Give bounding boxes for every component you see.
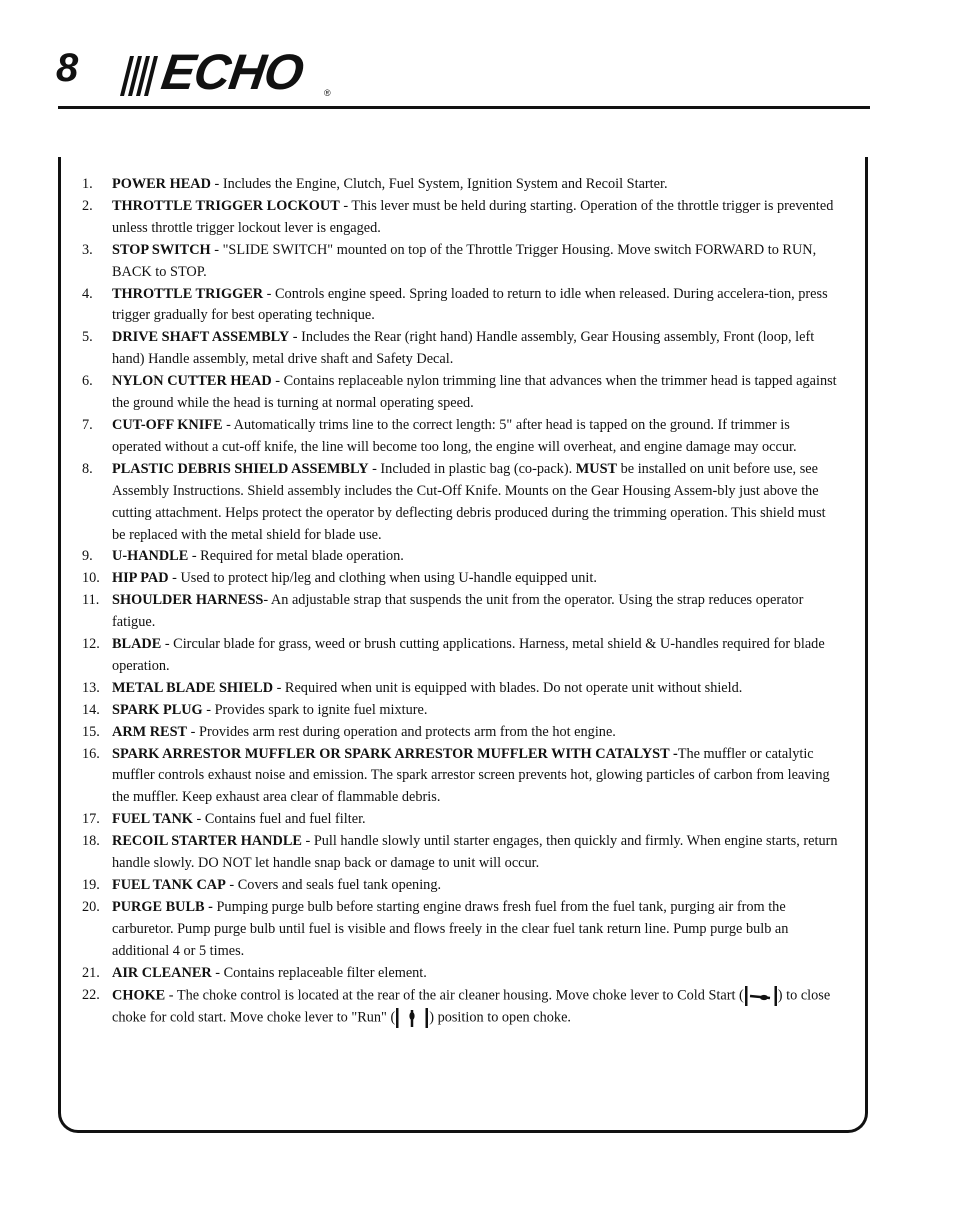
parts-list <box>82 174 842 1029</box>
list-item <box>82 963 842 985</box>
item-title: THROTTLE TRIGGER <box>112 285 264 302</box>
list-item <box>82 546 842 568</box>
item-title: FUEL TANK <box>112 811 193 828</box>
item-text: The muffler or catalytic muffler controls exhaust noise and emission. The spark arrestor screen prevents hot, glowing particles of carbon from leaving the muffler. Keep exhaust area clear of flammable debris. <box>112 745 830 806</box>
item-number: 19. <box>82 877 100 893</box>
item-text: - Provides arm rest during operation and protects arm from the hot engine. <box>187 723 616 740</box>
item-number: 10. <box>82 570 100 587</box>
choke-cold-start-icon <box>744 985 778 1007</box>
list-item <box>82 415 842 459</box>
list-item <box>82 897 842 963</box>
list-item <box>82 240 842 284</box>
item-title: DRIVE SHAFT ASSEMBLY <box>112 329 290 346</box>
item-text: ) position to open choke. <box>429 1009 571 1025</box>
item-number: 5. <box>82 329 93 346</box>
list-item <box>82 744 842 810</box>
item-title: U-HANDLE <box>112 548 189 565</box>
list-item <box>82 196 842 240</box>
list-item <box>82 174 842 196</box>
item-number: 3. <box>82 241 93 258</box>
item-text: - Required when unit is equipped with blades. Do not operate unit without shield. <box>273 679 743 696</box>
item-number: 11. <box>82 592 100 609</box>
item-number: 18. <box>82 833 100 850</box>
item-number: 21. <box>82 964 100 981</box>
item-number: 17. <box>82 811 100 828</box>
item-text: - Automatically trims line to the correct length: 5" after head is tapped on the ground. If trimmer is operated without a cut-off knife, the line will become too long, the engine will overheat, and engine damage may occur. <box>112 416 797 455</box>
item-title: NYLON CUTTER HEAD <box>112 373 272 390</box>
item-number: 2. <box>82 197 93 214</box>
item-number: 22. <box>82 986 100 1003</box>
item-number: 8. <box>82 460 93 477</box>
item-text: - Required for metal blade operation. <box>188 548 404 565</box>
item-title: SPARK ARRESTOR MUFFLER OR SPARK ARRESTOR MUFFLER WITH CATALYST - <box>112 745 678 762</box>
item-title: BLADE <box>112 636 162 653</box>
item-number: 12. <box>82 636 100 653</box>
item-number: 13. <box>82 679 100 696</box>
item-title: CUT-OFF KNIFE <box>112 416 223 433</box>
item-text: - Includes the Rear (right hand) Handle assembly, Gear Housing assembly, Front (loop, left hand) Handle assembly, metal drive shaft and Safety Decal. <box>112 329 815 368</box>
list-item <box>82 722 842 744</box>
list-item <box>82 809 842 831</box>
item-title: PLASTIC DEBRIS SHIELD ASSEMBLY <box>112 460 369 477</box>
item-title: METAL BLADE SHIELD <box>112 679 274 696</box>
item-title: AIR CLEANER <box>112 964 212 981</box>
list-item-choke <box>82 985 842 1029</box>
item-text: - Contains replaceable nylon trimming line that advances when the trimmer head is tapped against the ground while the head is turning at normal operating speed. <box>112 373 837 412</box>
item-text: - Included in plastic bag (co-pack). <box>368 460 576 477</box>
item-text: - This lever must be held during starting. Operation of the throttle trigger is prevented unless throttle trigger lockout lever is engaged. <box>112 197 834 236</box>
item-number: 15. <box>82 723 100 740</box>
item-text: - Includes the Engine, Clutch, Fuel System, Ignition System and Recoil Starter. <box>210 176 668 192</box>
item-title: STOP SWITCH <box>112 241 211 258</box>
item-text: be installed on unit before use, see Assembly Instructions. Shield assembly includes the Cut-Off Knife. Mounts on the Gear Housing Assem-bly just above the cutting attachment. Helps protect the operator by deflecting debris produced during the trimming operation. This shield must be replaced with the metal shield for blade use. <box>112 460 826 543</box>
item-number: 7. <box>82 416 93 433</box>
item-number: 4. <box>82 285 93 302</box>
list-item <box>82 568 842 590</box>
item-title: POWER HEAD <box>112 176 211 192</box>
list-item <box>82 700 842 722</box>
item-number: 20. <box>82 898 100 915</box>
item-number: 16. <box>82 745 100 762</box>
item-text: Pumping purge bulb before starting engine draws fresh fuel from the fuel tank, purging air from the carburetor. Pump purge bulb until fuel is visible and flows freely in the clear fuel tank return line. Pump purge bulb an additional 4 or 5 times. <box>112 898 789 959</box>
item-text: - "SLIDE SWITCH" mounted on top of the Throttle Trigger Housing. Move switch FORWARD to RUN, BACK to STOP. <box>112 241 817 280</box>
item-title: PURGE BULB - <box>112 898 213 915</box>
item-text: - Circular blade for grass, weed or brush cutting applications. Harness, metal shield & U-handles required for blade operation. <box>112 636 825 674</box>
page-number: 8 <box>56 46 79 90</box>
item-number: 14. <box>82 701 100 718</box>
list-item <box>82 327 842 371</box>
logo-wordmark: ECHO <box>158 44 307 100</box>
list-item <box>82 678 842 700</box>
item-text: - Covers and seals fuel tank opening. <box>225 877 442 893</box>
list-item <box>82 875 842 897</box>
item-title: THROTTLE TRIGGER LOCKOUT <box>112 197 340 214</box>
item-text: - The choke control is located at the rear of the air cleaner housing. Move choke lever to Cold Start ( <box>165 986 744 1003</box>
item-title: CHOKE <box>112 986 166 1003</box>
item-text: - Contains replaceable filter element. <box>211 964 427 981</box>
item-title: RECOIL STARTER HANDLE <box>112 833 302 850</box>
header-rule <box>58 106 870 109</box>
item-title: FUEL TANK CAP <box>112 877 226 893</box>
list-item <box>82 634 842 678</box>
item-text: - Pull handle slowly until starter engages, then quickly and firmly. When engine starts, return handle slowly. DO NOT let handle snap back or damage to unit will occur. <box>112 833 838 872</box>
item-title: ARM REST <box>112 723 188 740</box>
item-number: 6. <box>82 373 93 390</box>
item-text: - Contains fuel and fuel filter. <box>192 811 366 828</box>
item-title: HIP PAD <box>112 570 169 587</box>
item-number: 1. <box>82 176 93 192</box>
list-item <box>82 459 842 547</box>
item-title: SHOULDER HARNESS <box>112 592 264 609</box>
list-item <box>82 284 842 328</box>
list-item <box>82 371 842 415</box>
registered-mark: ® <box>324 88 331 98</box>
item-text: - An adjustable strap that suspends the unit from the operator. Using the strap reduces operator fatigue. <box>112 592 804 631</box>
item-text: - Provides spark to ignite fuel mixture. <box>202 701 428 718</box>
item-number: 9. <box>82 548 93 565</box>
item-text: - Used to protect hip/leg and clothing when using U-handle equipped unit. <box>168 570 597 587</box>
item-text: - Controls engine speed. Spring loaded to return to idle when released. During accelera-tion, press trigger gradually for best operating technique. <box>112 285 828 324</box>
item-text: ) to close choke for cold start. Move choke lever to "Run" ( <box>112 986 831 1025</box>
choke-run-icon <box>395 1007 429 1029</box>
item-title: SPARK PLUG <box>112 701 203 718</box>
list-item <box>82 590 842 634</box>
list-item <box>82 831 842 875</box>
item-title-emphasis: MUST <box>575 460 618 477</box>
